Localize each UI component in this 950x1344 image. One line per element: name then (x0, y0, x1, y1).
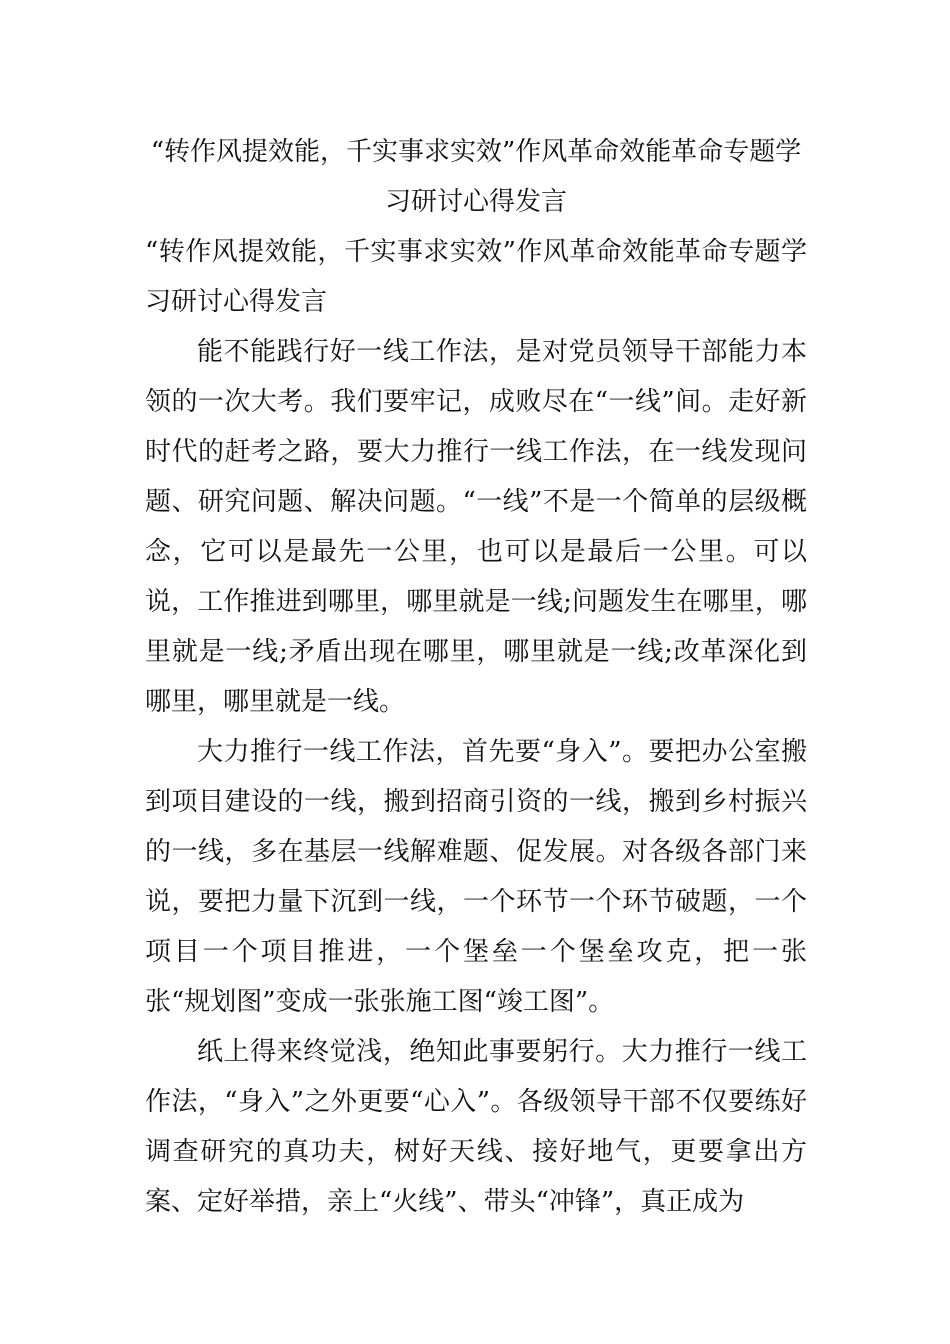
document-subtitle: “转作风提效能，千实事求实效”作风革命效能革命专题学习研讨心得发言 (145, 237, 807, 317)
document-title: “转作风提效能，千实事求实效”作风革命效能革命专题学习研讨心得发言 (150, 137, 802, 217)
body-paragraph: 能不能践行好一线工作法，是对党员领导干部能力本领的一次大考。我们要牢记，成败尽在“一线”间。走好新时代的赶考之路，要大力推行一线工作法，在一线发现问题、研究问题、解决问题。“一线”不是一个简单的层级概念，它可以是最先一公里，也可以是最后一公里。可以说，工作推进到哪里，哪里就是一线;问题发生在哪里，哪里就是一线;矛盾出现在哪里，哪里就是一线;改革深化到哪里，哪里就是一线。 (145, 337, 807, 717)
document-page (145, 127, 807, 1227)
body-paragraph: 大力推行一线工作法，首先要“身入”。要把办公室搬到项目建设的一线，搬到招商引资的一线，搬到乡村振兴的一线，多在基层一线解难题、促发展。对各级各部门来说，要把力量下沉到一线，一个环节一个环节破题，一个项目一个项目推进，一个堡垒一个堡垒攻克，把一张张“规划图”变成一张张施工图“竣工图”。 (145, 737, 807, 1017)
body-paragraph: 纸上得来终觉浅，绝知此事要躬行。大力推行一线工作法，“身入”之外更要“心入”。各级领导干部不仅要练好调查研究的真功夫，树好天线、接好地气，更要拿出方案、定好举措，亲上“火线”、带头“冲锋”，真正成为 (145, 1037, 807, 1217)
